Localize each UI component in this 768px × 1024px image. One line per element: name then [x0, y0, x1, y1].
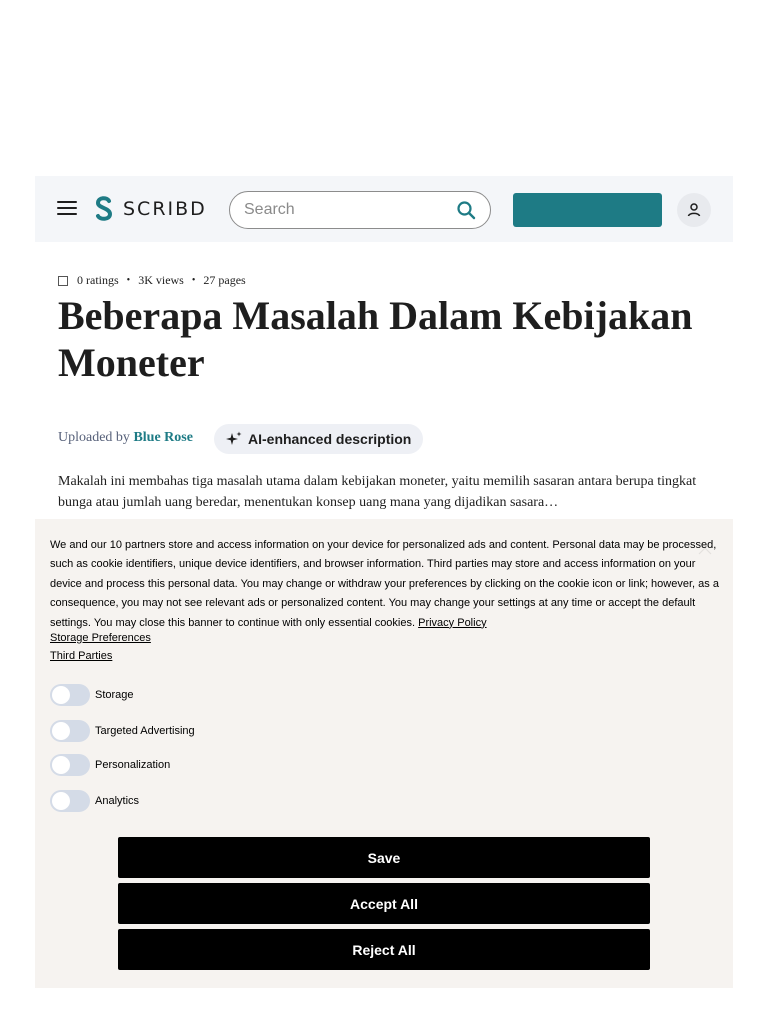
privacy-policy-link[interactable]: Privacy Policy	[418, 616, 487, 629]
toggle-row-targeted-advertising	[50, 720, 195, 742]
toggle-label: Analytics	[95, 795, 140, 807]
hamburger-menu-icon[interactable]	[57, 201, 77, 217]
toggle-row-storage	[50, 684, 134, 706]
toggle-label: Targeted Advertising	[95, 725, 195, 737]
user-icon	[686, 202, 702, 218]
top-nav-bar	[35, 176, 733, 242]
cookie-consent-text	[50, 536, 720, 633]
scribd-logo[interactable]	[93, 195, 207, 223]
third-parties-link[interactable]: Third Parties	[50, 650, 113, 662]
uploaded-by-label: Uploaded by	[58, 430, 130, 445]
personalization-toggle[interactable]	[50, 754, 90, 776]
save-button[interactable]: Save	[118, 837, 650, 878]
uploader-link[interactable]: Blue Rose	[133, 430, 193, 445]
search-box[interactable]	[229, 191, 491, 229]
views-count: 3K views	[138, 273, 184, 287]
ai-label: AI-enhanced description	[248, 431, 412, 447]
document-stats	[58, 273, 246, 288]
sparkle-icon	[226, 431, 242, 447]
targeted-advertising-toggle[interactable]	[50, 720, 90, 742]
scribd-logo-icon	[93, 195, 115, 223]
search-icon[interactable]	[456, 200, 476, 220]
search-input[interactable]	[244, 200, 444, 220]
cookie-consent-banner	[35, 519, 733, 988]
signup-button[interactable]	[513, 193, 662, 227]
storage-toggle[interactable]	[50, 684, 90, 706]
thumbs-up-icon	[58, 276, 68, 286]
ratings-count: 0 ratings	[77, 273, 119, 287]
uploader-line	[58, 430, 193, 446]
toggle-label: Storage	[95, 689, 134, 701]
storage-preferences-link[interactable]: Storage Preferences	[50, 632, 151, 644]
separator-dot: •	[126, 275, 131, 286]
ai-enhanced-description-button[interactable]	[214, 424, 423, 454]
analytics-toggle[interactable]	[50, 790, 90, 812]
reject-all-button[interactable]: Reject All	[118, 929, 650, 970]
toggle-label: Personalization	[95, 759, 171, 771]
separator-dot: •	[191, 275, 196, 286]
logo-text: SCRIBD	[123, 198, 207, 220]
accept-all-button[interactable]: Accept All	[118, 883, 650, 924]
document-description: Makalah ini membahas tiga masalah utama dalam kebijakan moneter, yaitu memilih sasaran antara berupa tingkat bunga atau jumlah uang beredar, menentukan konsep uang mana yang dijadikan sasara…	[58, 474, 697, 510]
consent-body: We and our 10 partners store and access information on your device for personalized ads and content. Personal data may be processed, such as cookie identifiers, unique device identifiers, and browser information. Third parties may store and access information on your device and process this personal data. You may change or withdraw your preferences by clicking on the cookie icon or link; however, as a consequence, you may not see relevant ads or personalized content. You may change your settings at any time or accept the default settings. You may close this banner to continue with only essential cookies.	[50, 539, 719, 629]
page-count: 27 pages	[203, 273, 246, 287]
toggle-row-personalization	[50, 754, 170, 776]
toggle-row-analytics	[50, 790, 139, 812]
user-account-button[interactable]	[677, 193, 711, 227]
document-title: Beberapa Masalah Dalam Kebijakan Moneter	[58, 293, 693, 385]
